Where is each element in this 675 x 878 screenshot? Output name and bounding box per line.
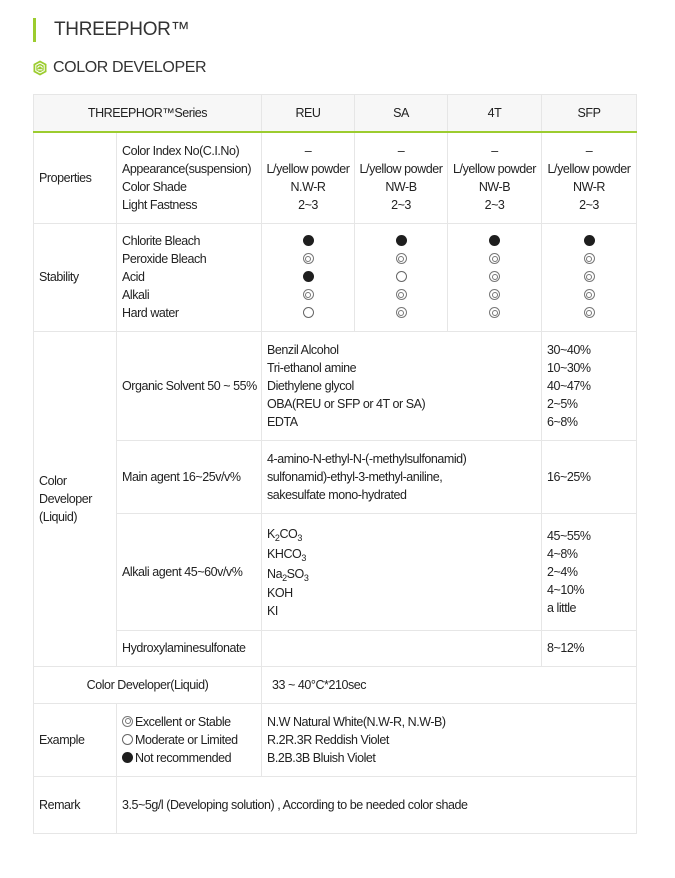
property-value: 2~3 [391, 197, 411, 212]
rating-item [262, 304, 354, 322]
properties-4t [448, 132, 542, 223]
filled-circle-icon [584, 235, 595, 246]
product-spec-table [33, 94, 637, 834]
formula-text: CO [279, 526, 298, 541]
property-value: – [491, 143, 498, 158]
double-circle-icon [396, 253, 407, 264]
attribute-item: Hard water [122, 306, 179, 320]
rating-item [448, 268, 541, 286]
property-value: – [585, 143, 593, 158]
main-agent-components [262, 440, 542, 513]
condition-label: Color Developer(Liquid) [34, 666, 262, 703]
chemical-formula [267, 544, 541, 564]
table-header-row [34, 95, 637, 133]
label-line: Color [39, 473, 67, 488]
legend-item [122, 731, 261, 749]
rating-item [542, 304, 636, 322]
hexagon-badge-icon [33, 60, 47, 76]
main-agent-row [34, 440, 637, 513]
stability-attributes [117, 223, 262, 331]
double-circle-icon [396, 289, 407, 300]
rating-item [542, 286, 636, 304]
attribute-item: Chlorite Bleach [122, 234, 201, 248]
legend-item [122, 713, 261, 731]
amount-item: 40~47% [547, 378, 591, 393]
component-item: 4-amino-N-ethyl-N-(-methylsulfonamid) [267, 451, 467, 466]
formula-subscript: 2 [282, 572, 287, 583]
property-value: L/yellow powder [547, 161, 631, 176]
column-header-series: THREEPHOR™Series [34, 95, 262, 133]
shade-item: B.2B.3B Bluish Violet [267, 750, 376, 765]
condition-row [34, 666, 637, 703]
formula-subscript: 3 [297, 532, 302, 543]
formula-text: Na [267, 566, 283, 581]
hydroxylamine-amount: 8~12% [542, 630, 637, 666]
properties-sfp [542, 132, 637, 223]
filled-circle-icon [396, 235, 407, 246]
properties-sa [355, 132, 448, 223]
rating-item [262, 250, 354, 268]
organic-solvent-components [262, 331, 542, 440]
chemical-formula [267, 602, 541, 620]
property-value: 2~3 [579, 197, 599, 212]
property-value: L/yellow powder [266, 161, 350, 176]
formula-text: KHCO [267, 546, 302, 561]
attribute-item: Color Index No(C.I.No) [122, 143, 240, 158]
legend-text: Not recommended [135, 750, 232, 765]
formula-text: KI [267, 603, 278, 618]
stability-sa [355, 223, 448, 331]
amount-item: 10~30% [547, 360, 591, 375]
amount-item: 4~10% [547, 582, 585, 597]
double-circle-icon [584, 271, 595, 282]
rating-item [542, 268, 636, 286]
property-value: L/yellow powder [453, 161, 536, 176]
double-circle-icon [303, 253, 314, 264]
open-circle-icon [303, 307, 314, 318]
stability-reu [262, 223, 355, 331]
condition-value: 33 ~ 40°C*210sec [262, 666, 637, 703]
label-line: Developer [39, 491, 92, 506]
attribute-item: Acid [122, 270, 145, 284]
double-circle-icon [489, 253, 500, 264]
component-item: Tri-ethanol amine [267, 360, 357, 375]
color-developer-label [34, 331, 117, 666]
main-agent-amount: 16~25% [542, 440, 637, 513]
rating-item [262, 268, 354, 286]
property-value: 2~3 [484, 197, 505, 212]
remark-row [34, 776, 637, 833]
rating-item [355, 304, 447, 322]
open-circle-icon [396, 271, 407, 282]
attribute-item: Appearance(suspension) [122, 161, 252, 176]
alkali-agent-label: Alkali agent 45~60v/v% [117, 513, 262, 630]
example-shades [262, 703, 637, 776]
filled-circle-icon [122, 752, 133, 763]
filled-circle-icon [489, 235, 500, 246]
stability-sfp [542, 223, 637, 331]
column-header-sfp: SFP [542, 95, 637, 133]
rating-item [355, 232, 447, 250]
component-item: sakesulfate mono-hydrated [267, 487, 407, 502]
attribute-item: Color Shade [122, 179, 187, 194]
amount-item: 2~5% [547, 396, 578, 411]
hydroxylamine-components [262, 630, 542, 666]
attribute-item: Light Fastness [122, 197, 197, 212]
remark-label: Remark [34, 776, 117, 833]
component-item: EDTA [267, 414, 298, 429]
column-header-reu: REU [262, 95, 355, 133]
hydroxylamine-label: Hydroxylaminesulfonate [117, 630, 262, 666]
property-value: L/yellow powder [359, 161, 443, 176]
properties-row [34, 132, 637, 223]
rating-item [448, 250, 541, 268]
page-header [33, 18, 189, 42]
property-value: 2~3 [298, 197, 318, 212]
stability-4t [448, 223, 542, 331]
stability-label: Stability [34, 223, 117, 331]
formula-text: K [267, 526, 275, 541]
chemical-formula [267, 584, 541, 602]
formula-subscript: 3 [301, 552, 306, 563]
alkali-agent-row [34, 513, 637, 630]
column-header-4t: 4T [448, 95, 542, 133]
double-circle-icon [303, 289, 314, 300]
label-line: (Liquid) [39, 509, 78, 524]
rating-item [262, 232, 354, 250]
example-legend [117, 703, 262, 776]
property-value: NW-B [478, 179, 511, 194]
main-agent-label: Main agent 16~25v/v% [117, 440, 262, 513]
amount-item: a little [547, 600, 577, 615]
formula-subscript: 3 [303, 572, 309, 583]
rating-item [262, 286, 354, 304]
rating-item [355, 286, 447, 304]
open-circle-icon [122, 734, 133, 745]
double-circle-icon [584, 307, 595, 318]
filled-circle-icon [303, 235, 314, 246]
properties-reu [262, 132, 355, 223]
property-value: N.W-R [290, 179, 326, 194]
shade-item: R.2R.3R Reddish Violet [267, 732, 389, 747]
remark-value: 3.5~5g/l (Developing solution) , According to be needed color shade [117, 776, 637, 833]
rating-item [355, 250, 447, 268]
section-title: COLOR DEVELOPER [53, 59, 207, 76]
formula-text: SO [286, 566, 304, 581]
amount-item: 2~4% [547, 564, 578, 579]
column-header-sa: SA [355, 95, 448, 133]
property-value: – [304, 143, 312, 158]
alkali-agent-amounts [542, 513, 637, 630]
double-circle-icon [584, 253, 595, 264]
legend-text: Moderate or Limited [135, 732, 238, 747]
properties-attributes [117, 132, 262, 223]
page-title: THREEPHOR™ [54, 19, 190, 40]
component-item: sulfonamid)-ethyl-3-methyl-aniline, [267, 469, 443, 484]
amount-item: 4~8% [547, 546, 578, 561]
amount-item: 30~40% [547, 342, 591, 357]
component-item: Diethylene glycol [267, 378, 354, 393]
amount-item: 45~55% [547, 528, 591, 543]
property-value: NW-B [385, 179, 417, 194]
properties-label: Properties [34, 132, 117, 223]
organic-solvent-amounts [542, 331, 637, 440]
filled-circle-icon [303, 271, 314, 282]
chemical-formula [267, 524, 541, 544]
chemical-formula [267, 564, 541, 584]
example-label: Example [34, 703, 117, 776]
component-item: Benzil Alcohol [267, 342, 339, 357]
double-circle-icon [489, 271, 500, 282]
amount-item: 6~8% [547, 414, 578, 429]
rating-item [355, 268, 447, 286]
attribute-item: Peroxide Bleach [122, 252, 207, 266]
property-value: NW-R [573, 179, 605, 194]
attribute-item: Alkali [122, 288, 150, 302]
section-header [33, 59, 206, 77]
organic-solvent-row [34, 331, 637, 440]
rating-item [542, 250, 636, 268]
legend-text: Excellent or Stable [135, 714, 231, 729]
double-circle-icon [489, 289, 500, 300]
alkali-agent-components [262, 513, 542, 630]
legend-item [122, 749, 261, 767]
rating-item [448, 304, 541, 322]
double-circle-icon [396, 307, 407, 318]
title-accent-bar [33, 18, 36, 42]
stability-row [34, 223, 637, 331]
rating-item [448, 286, 541, 304]
formula-subscript: 2 [274, 532, 280, 543]
double-circle-icon [122, 716, 133, 727]
double-circle-icon [489, 307, 500, 318]
hydroxylamine-row [34, 630, 637, 666]
formula-text: KOH [267, 585, 293, 600]
rating-item [448, 232, 541, 250]
shade-item: N.W Natural White(N.W-R, N.W-B) [267, 714, 446, 729]
component-item: OBA(REU or SFP or 4T or SA) [267, 396, 426, 411]
organic-solvent-label: Organic Solvent 50 ~ 55% [117, 331, 262, 440]
double-circle-icon [584, 289, 595, 300]
rating-item [542, 232, 636, 250]
property-value: – [397, 143, 405, 158]
example-row [34, 703, 637, 776]
